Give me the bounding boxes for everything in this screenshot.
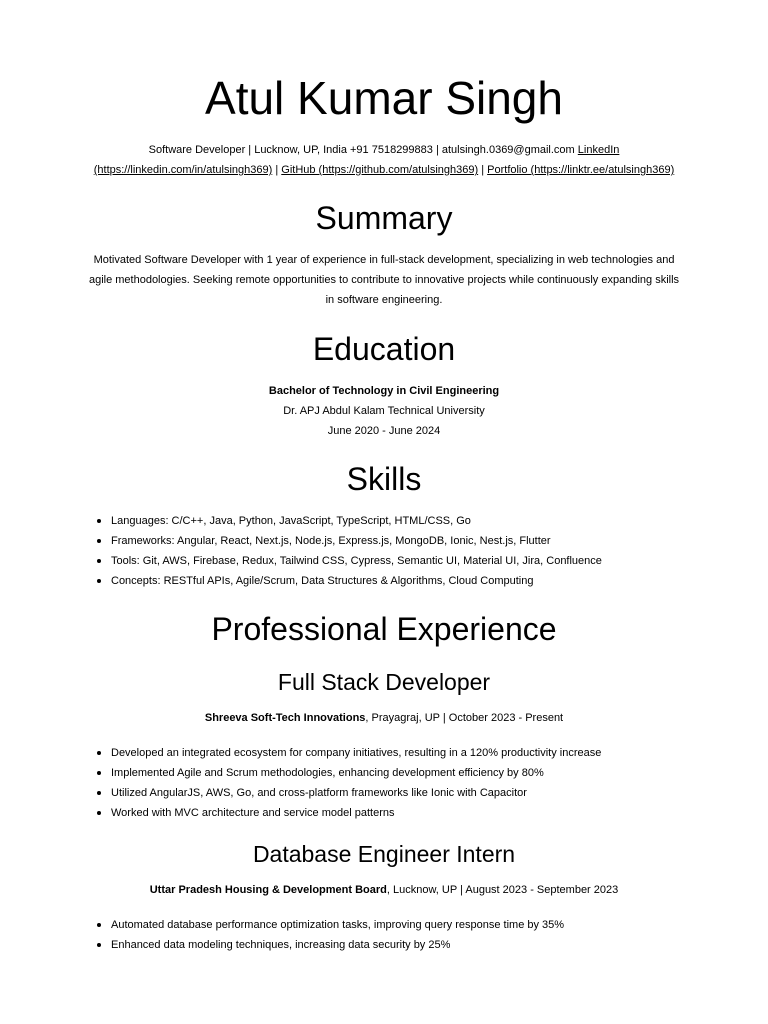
linkedin-url-link[interactable]: (https://linkedin.com/in/atulsingh369) (93, 164, 273, 176)
skills-heading: Skills (346, 461, 422, 497)
summary-line: Motivated Software Developer with 1 year of experience in full-stack development, specializing in web technologies and (93, 254, 675, 266)
job-bullet: Enhanced data modeling techniques, increasing data security by 25% (111, 935, 768, 955)
contact-info: Software Developer | Lucknow, UP, India +91 7518299883 | atulsingh.0369@gmail.com (148, 144, 575, 156)
company-name: Shreeva Soft-Tech Innovations (204, 712, 366, 724)
experience-heading: Professional Experience (211, 611, 557, 647)
contact-line-1 (0, 140, 768, 160)
separator: | (272, 164, 282, 176)
job-bullet: Automated database performance optimization tasks, improving query response time by 35% (111, 915, 768, 935)
university: Dr. APJ Abdul Kalam Technical University (283, 405, 485, 417)
job-title: Full Stack Developer (277, 669, 491, 695)
linkedin-link[interactable]: LinkedIn (577, 144, 620, 156)
education-heading: Education (312, 331, 456, 367)
job-bullets (0, 915, 768, 955)
job-bullet: Worked with MVC architecture and service model patterns (111, 803, 768, 823)
skill-item: Languages: C/C++, Java, Python, JavaScript, TypeScript, HTML/CSS, Go (111, 511, 768, 531)
separator: | (478, 164, 488, 176)
job-details: , Lucknow, UP | August 2023 - September 2023 (386, 884, 619, 896)
job-title: Database Engineer Intern (252, 841, 516, 867)
job-details: , Prayagraj, UP | October 2023 - Present (365, 712, 564, 724)
degree: Bachelor of Technology in Civil Engineering (268, 385, 500, 397)
company-name: Uttar Pradesh Housing & Development Board (149, 884, 387, 896)
summary-line: in software engineering. (325, 294, 443, 306)
job-company-line (0, 708, 768, 728)
summary-heading: Summary (315, 200, 453, 236)
skill-item: Frameworks: Angular, React, Next.js, Node.js, Express.js, MongoDB, Ionic, Nest.js, Flutter (111, 531, 768, 551)
contact-line-2 (0, 160, 768, 180)
github-link[interactable]: GitHub (https://github.com/atulsingh369) (281, 164, 479, 176)
job-bullets (0, 743, 768, 823)
skills-list (0, 511, 768, 591)
job-company-line (0, 880, 768, 900)
name-heading: Atul Kumar Singh (205, 72, 563, 124)
job-bullet: Implemented Agile and Scrum methodologies, enhancing development efficiency by 80% (111, 763, 768, 783)
summary-text (0, 250, 768, 310)
skill-item: Tools: Git, AWS, Firebase, Redux, Tailwind CSS, Cypress, Semantic UI, Material UI, Jira, Confluence (111, 551, 768, 571)
job-bullet: Utilized AngularJS, AWS, Go, and cross-platform frameworks like Ionic with Capacitor (111, 783, 768, 803)
education-block (0, 381, 768, 441)
skill-item: Concepts: RESTful APIs, Agile/Scrum, Data Structures & Algorithms, Cloud Computing (111, 571, 768, 591)
job-bullet: Developed an integrated ecosystem for company initiatives, resulting in a 120% productivity increase (111, 743, 768, 763)
summary-line: agile methodologies. Seeking remote opportunities to contribute to innovative projects while continuously expanding skills (88, 274, 680, 286)
portfolio-link[interactable]: Portfolio (https://linktr.ee/atulsingh369) (487, 164, 675, 176)
education-dates: June 2020 - June 2024 (327, 425, 441, 437)
